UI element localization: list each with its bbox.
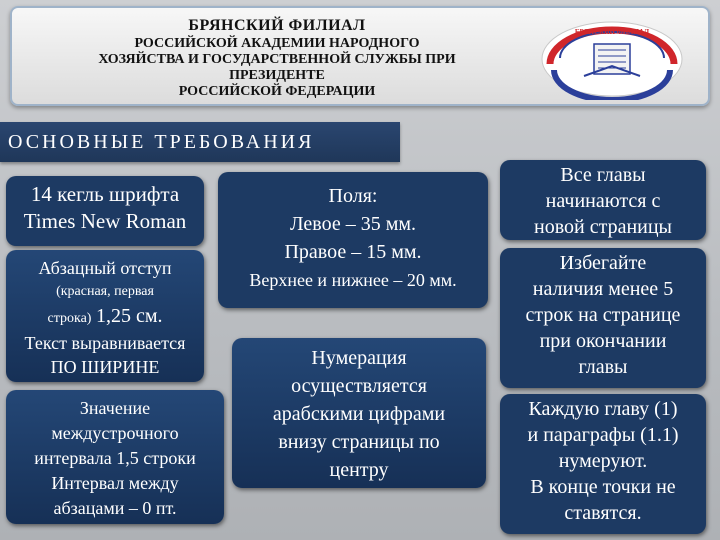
indent-requirement-box — [6, 250, 204, 382]
spacing-line-3: интервала 1,5 строки — [34, 448, 196, 468]
institution-title — [32, 16, 522, 100]
chapters-line-2: начинаются с — [545, 190, 661, 212]
indent-line-2: (красная, первая — [56, 284, 154, 299]
numbered-line-4: В конце точки не — [530, 476, 676, 498]
numbering-line-4: внизу страницы по — [278, 431, 440, 453]
chapter-numbering-box — [500, 394, 706, 534]
avoid-short-lines-box — [500, 248, 706, 388]
margins-line-2: Левое – 35 мм. — [289, 213, 417, 235]
indent-line-1: Абзацный отступ — [38, 258, 172, 278]
indent-line-5: ПО ШИРИНЕ — [50, 357, 160, 377]
font-line-2: Times New Roman — [23, 209, 187, 233]
section-banner: ОСНОВНЫЕ ТРЕБОВАНИЯ — [0, 122, 400, 162]
chapters-requirement-box — [500, 160, 706, 240]
numbering-line-3: арабскими цифрами — [272, 403, 446, 425]
font-line-1: 14 кегль шрифта — [30, 182, 180, 206]
avoid-line-4: при окончании — [539, 330, 667, 352]
title-line-3: ХОЗЯЙСТВА И ГОСУДАРСТВЕННОЙ СЛУЖБЫ ПРИ — [98, 52, 456, 67]
numbered-line-3: нумеруют. — [558, 450, 648, 472]
indent-line-3a: строка) — [47, 311, 92, 326]
indent-line-3b: 1,25 см. — [95, 305, 163, 327]
spacing-line-5: абзацами – 0 пт. — [53, 498, 177, 518]
avoid-line-3: строк на странице — [525, 304, 681, 326]
numbered-line-2: и параграфы (1.1) — [527, 424, 679, 446]
font-requirement-box — [6, 176, 204, 246]
numbering-line-2: осуществляется — [291, 375, 427, 397]
margins-requirement-box — [218, 172, 488, 308]
spacing-line-1: Значение — [79, 398, 151, 418]
margins-line-3: Правое – 15 мм. — [284, 241, 422, 263]
header-panel — [10, 6, 710, 106]
numbered-line-5: ставятся. — [564, 502, 642, 524]
margins-line-1: Поля: — [328, 185, 378, 207]
avoid-line-1: Избегайте — [559, 252, 647, 274]
numbering-line-5: центру — [329, 459, 389, 481]
title-line-5: РОССИЙСКОЙ ФЕДЕРАЦИИ — [178, 84, 376, 99]
chapters-line-1: Все главы — [560, 164, 646, 186]
spacing-requirement-box — [6, 390, 224, 524]
title-line-2: РОССИЙСКОЙ АКАДЕМИИ НАРОДНОГО — [134, 36, 420, 51]
numbering-line-1: Нумерация — [311, 347, 407, 369]
margins-line-4: Верхнее и нижнее – 20 мм. — [249, 270, 457, 290]
logo-text: БРЯНСКИЙ ФИЛИАЛ — [574, 28, 650, 36]
institution-logo — [536, 18, 688, 100]
indent-line-4: Текст выравнивается — [24, 333, 186, 353]
spacing-line-2: междустрочного — [51, 423, 179, 443]
title-line-4: ПРЕЗИДЕНТЕ — [229, 68, 325, 83]
spacing-line-4: Интервал между — [51, 473, 179, 493]
avoid-line-5: главы — [578, 356, 628, 378]
numbered-line-1: Каждую главу (1) — [528, 398, 678, 420]
avoid-line-2: наличия менее 5 — [532, 278, 674, 300]
numbering-requirement-box — [232, 338, 486, 488]
title-line-1: БРЯНСКИЙ ФИЛИАЛ — [188, 17, 366, 34]
chapters-line-3: новой страницы — [534, 216, 672, 238]
